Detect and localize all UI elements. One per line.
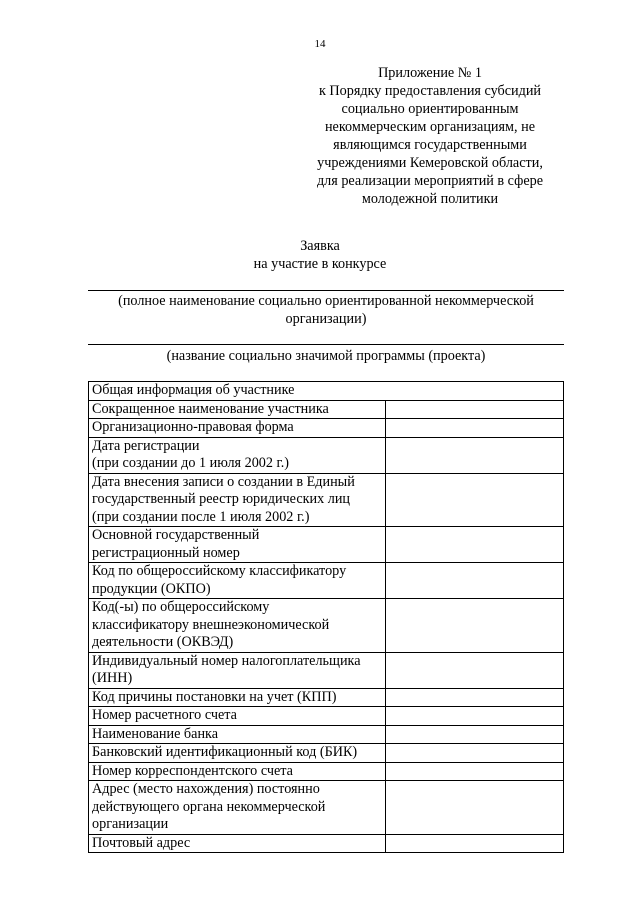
appendix-line: учреждениями Кемеровской области, xyxy=(317,155,543,171)
field-value-cell[interactable] xyxy=(386,834,564,853)
table-header-row xyxy=(89,382,564,401)
appendix-header xyxy=(300,64,560,208)
field-value-cell[interactable] xyxy=(386,437,564,473)
appendix-line: молодежной политики xyxy=(361,191,499,207)
participant-info-table xyxy=(88,381,564,853)
table-row xyxy=(89,834,564,853)
table-row xyxy=(89,762,564,781)
field-value-cell[interactable] xyxy=(386,762,564,781)
field-value-cell[interactable] xyxy=(386,400,564,419)
field-label: Организационно-правовая форма xyxy=(89,419,386,438)
table-row xyxy=(89,563,564,599)
field-label: Индивидуальный номер налогоплательщика (ИНН) xyxy=(89,652,386,688)
table-row xyxy=(89,419,564,438)
field-value-cell[interactable] xyxy=(386,707,564,726)
field-label: Адрес (место нахождения) постоянно действующего органа некоммерческой организации xyxy=(89,781,386,835)
table-row xyxy=(89,707,564,726)
table-row xyxy=(89,744,564,763)
table-row xyxy=(89,652,564,688)
field-value-cell[interactable] xyxy=(386,725,564,744)
table-row xyxy=(89,599,564,653)
page-number: 14 xyxy=(314,38,326,50)
appendix-line: к Порядку предоставления субсидий xyxy=(318,83,542,99)
field-value-cell[interactable] xyxy=(386,781,564,835)
document-title xyxy=(0,237,640,273)
program-name-caption: (название социально значимой программы (проекта) xyxy=(166,348,486,364)
table-row xyxy=(89,688,564,707)
field-value-cell[interactable] xyxy=(386,744,564,763)
org-name-fill-line xyxy=(88,290,564,291)
table-row xyxy=(89,725,564,744)
field-label: Дата регистрации (при создании до 1 июля 2002 г.) xyxy=(89,437,386,473)
field-label: Код причины постановки на учет (КПП) xyxy=(89,688,386,707)
field-value-cell[interactable] xyxy=(386,473,564,527)
table-header-cell: Общая информация об участнике xyxy=(89,382,564,401)
field-label: Сокращенное наименование участника xyxy=(89,400,386,419)
org-name-caption: (полное наименование социально ориентированной некоммерческой организации) xyxy=(118,293,534,327)
field-label: Наименование банка xyxy=(89,725,386,744)
field-label: Почтовый адрес xyxy=(89,834,386,853)
table-row xyxy=(89,437,564,473)
field-value-cell[interactable] xyxy=(386,652,564,688)
field-label: Номер корреспондентского счета xyxy=(89,762,386,781)
program-name-fill-line xyxy=(88,344,564,345)
table-row xyxy=(89,781,564,835)
appendix-line: некоммерческим организациям, не xyxy=(324,119,536,135)
field-label: Основной государственный регистрационный номер xyxy=(89,527,386,563)
appendix-line: являющимся государственными xyxy=(333,137,527,153)
field-label: Дата внесения записи о создании в Единый государственный реестр юридических лиц (при создании после 1 июля 2002 г.) xyxy=(89,473,386,527)
title-line-application: Заявка xyxy=(300,238,340,254)
field-label: Номер расчетного счета xyxy=(89,707,386,726)
field-label: Банковский идентификационный код (БИК) xyxy=(89,744,386,763)
appendix-line: для реализации мероприятий в сфере xyxy=(316,173,544,189)
table-row xyxy=(89,400,564,419)
appendix-line: социально ориентированным xyxy=(341,101,519,117)
appendix-line: Приложение № 1 xyxy=(378,65,482,81)
field-value-cell[interactable] xyxy=(386,419,564,438)
field-label: Код по общероссийскому классификатору продукции (ОКПО) xyxy=(89,563,386,599)
field-value-cell[interactable] xyxy=(386,599,564,653)
field-value-cell[interactable] xyxy=(386,527,564,563)
table-row xyxy=(89,473,564,527)
title-line-contest: на участие в конкурсе xyxy=(253,256,387,272)
field-value-cell[interactable] xyxy=(386,688,564,707)
field-label: Код(-ы) по общероссийскому классификатору внешнеэкономической деятельности (ОКВЭД) xyxy=(89,599,386,653)
field-value-cell[interactable] xyxy=(386,563,564,599)
table-row xyxy=(89,527,564,563)
